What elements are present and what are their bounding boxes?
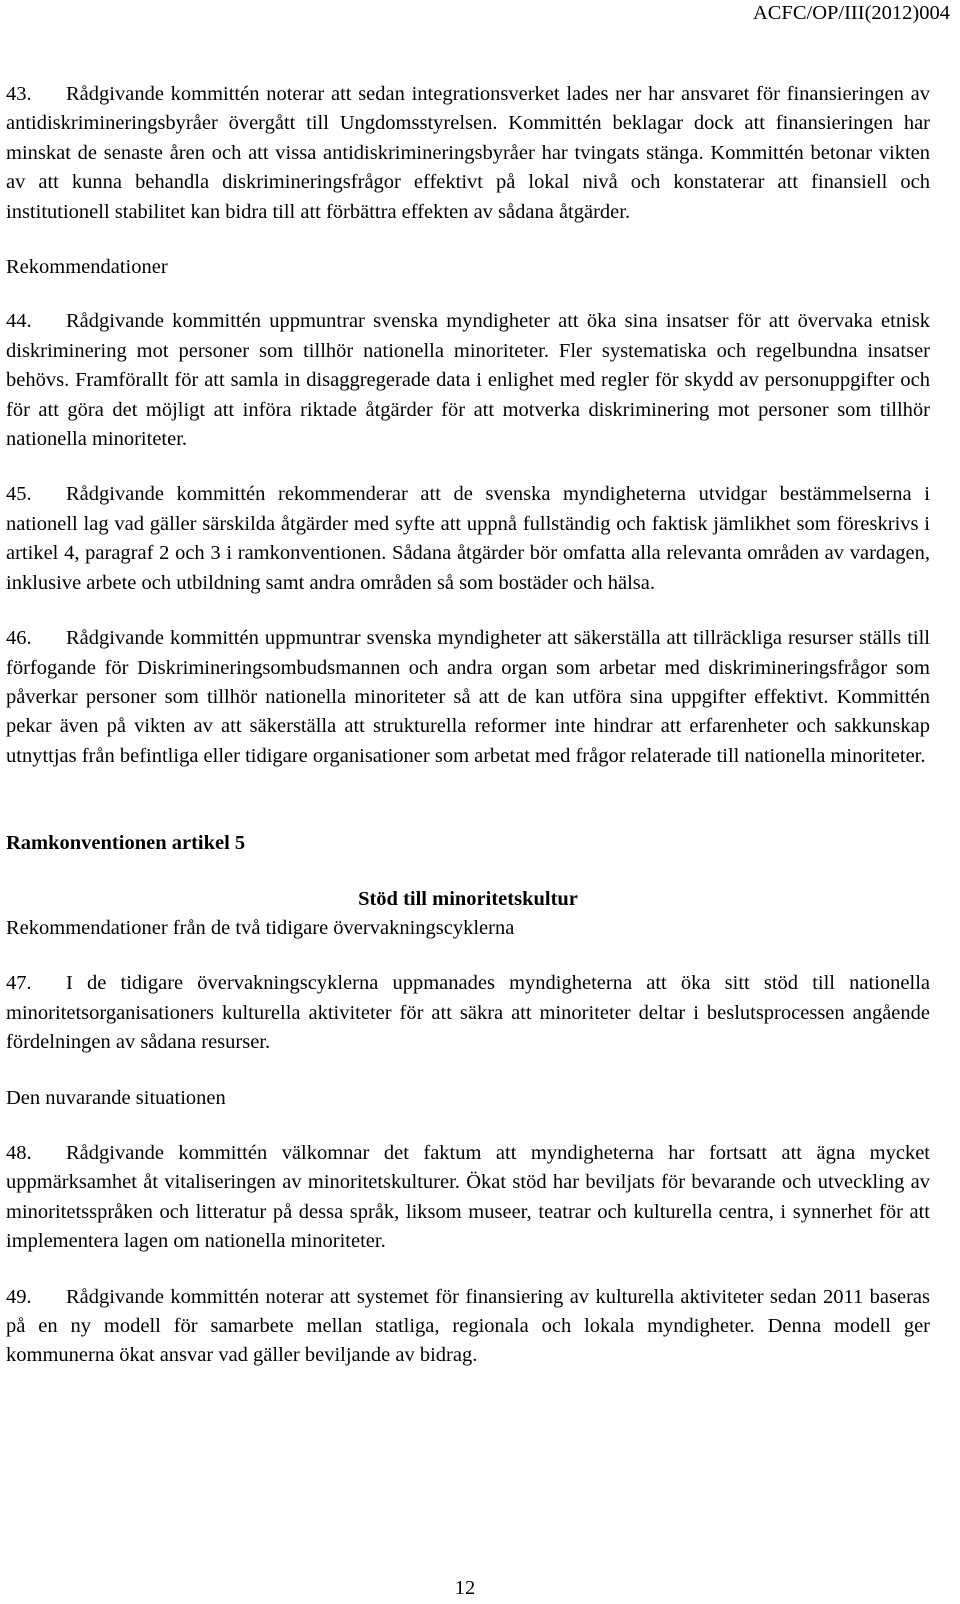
page-number: 12 <box>454 1577 476 1599</box>
paragraph-number: 47. <box>6 972 32 995</box>
section-title: Stöd till minoritetskultur <box>358 887 578 910</box>
paragraph-number: 44. <box>6 310 32 333</box>
paragraph-number: 49. <box>6 1285 32 1308</box>
paragraph-text: Rådgivande kommittén noterar att systemet för finansiering av kulturella aktiviteter sedan 2011 baseras på en ny modell för samarbete mellan statliga, regionala och lokala myndigheter. Denna modell ger kommunerna ökat ansvar vad gäller beviljande av bidrag. <box>6 1285 930 1367</box>
paragraph-text: Rådgivande kommittén välkomnar det faktum att myndigheterna har fortsatt att ägna mycket uppmärksamhet åt vitaliseringen av minoritetskulturer. Ökat stöd har beviljats för bevarande och utveckling av minoritetsspråken och litteratur på dessa språk, liksom museer, teatrar och kulturella centra, i synnerhet för att implementera lagen om nationella minoriteter. <box>6 1141 930 1253</box>
paragraph-number: 45. <box>6 483 32 506</box>
paragraph-text: I de tidigare övervakningscyklerna uppmanades myndigheterna att öka sitt stöd till nationella minoritetsorganisationers kulturella aktiviteter för att säkra att minoriteter deltar i beslutsprocessen angående fördelningen av sådana resurser. <box>6 972 930 1054</box>
subheading-recommendations: Rekommendationer <box>6 256 168 279</box>
paragraph-45 <box>6 480 930 598</box>
paragraph-43 <box>6 80 930 227</box>
paragraph-number: 43. <box>6 83 32 105</box>
paragraph-text: Rådgivande kommittén uppmuntrar svenska myndigheter att säkerställa att tillräckliga resurser ställs till förfogande för Diskrimineringsombudsmannen och andra organ som arbetar med diskrimineringsfrågor som påverkar personer som tillhör nationella minoriteter så att de kan utföra sina uppgifter effektivt. Kommittén pekar även på vikten av att säkerställa att strukturella reformer inte hindrar att erfarenheter och sakkunskap utnyttjas från befintliga eller tidigare organisationer som arbetat med frågor relaterade till nationella minoriteter. <box>6 627 930 767</box>
subheading-previous-recommendations: Rekommendationer från de två tidigare övervakningscyklerna <box>6 916 515 939</box>
paragraph-text: Rådgivande kommittén noterar att sedan integrationsverket lades ner har ansvaret för finansieringen av antidiskrimineringsbyråer övergått till Ungdomsstyrelsen. Kommittén beklagar dock att finansieringen har minskat de senaste åren och att vissa antidiskrimineringsbyråer har tvingats stänga. Kommittén betonar vikten av att kunna behandla diskrimineringsfrågor effektivt på lokal nivå och konstaterar att finansiell och institutionell stabilitet kan bidra till att förbättra effekten av sådana åtgärder. <box>6 83 930 223</box>
document-body <box>6 80 930 1371</box>
document-code: ACFC/OP/III(2012)004 <box>752 2 950 24</box>
paragraph-46 <box>6 624 930 771</box>
paragraph-text: Rådgivande kommittén rekommenderar att de svenska myndigheterna utvidgar bestämmelserna i nationell lag vad gäller särskilda åtgärder med syfte att uppnå fullständig och faktisk jämlikhet som föreskrivs i artikel 4, paragraf 2 och 3 i ramkonventionen. Sådana åtgärder bör omfatta alla relevanta områden av vardagen, inklusive arbete och utbildning samt andra områden så som bostäder och hälsa. <box>6 483 930 594</box>
paragraph-number: 46. <box>6 627 32 650</box>
paragraph-49 <box>6 1283 930 1371</box>
paragraph-47 <box>6 969 930 1057</box>
paragraph-48 <box>6 1139 930 1257</box>
paragraph-number: 48. <box>6 1141 32 1164</box>
paragraph-44 <box>6 307 930 454</box>
article-heading: Ramkonventionen artikel 5 <box>6 832 246 855</box>
paragraph-text: Rådgivande kommittén uppmuntrar svenska myndigheter att öka sina insatser för att övervaka etnisk diskriminering mot personer som tillhör nationella minoriteter. Fler systematiska och regelbundna insatser behövs. Framförallt för att samla in disaggregerade data i enlighet med regler för skydd av personuppgifter och för att göra det möjligt att införa riktade åtgärder för att motverka diskriminering mot personer som tillhör nationella minoriteter. <box>6 310 930 451</box>
subheading-current-situation: Den nuvarande situationen <box>6 1086 226 1109</box>
